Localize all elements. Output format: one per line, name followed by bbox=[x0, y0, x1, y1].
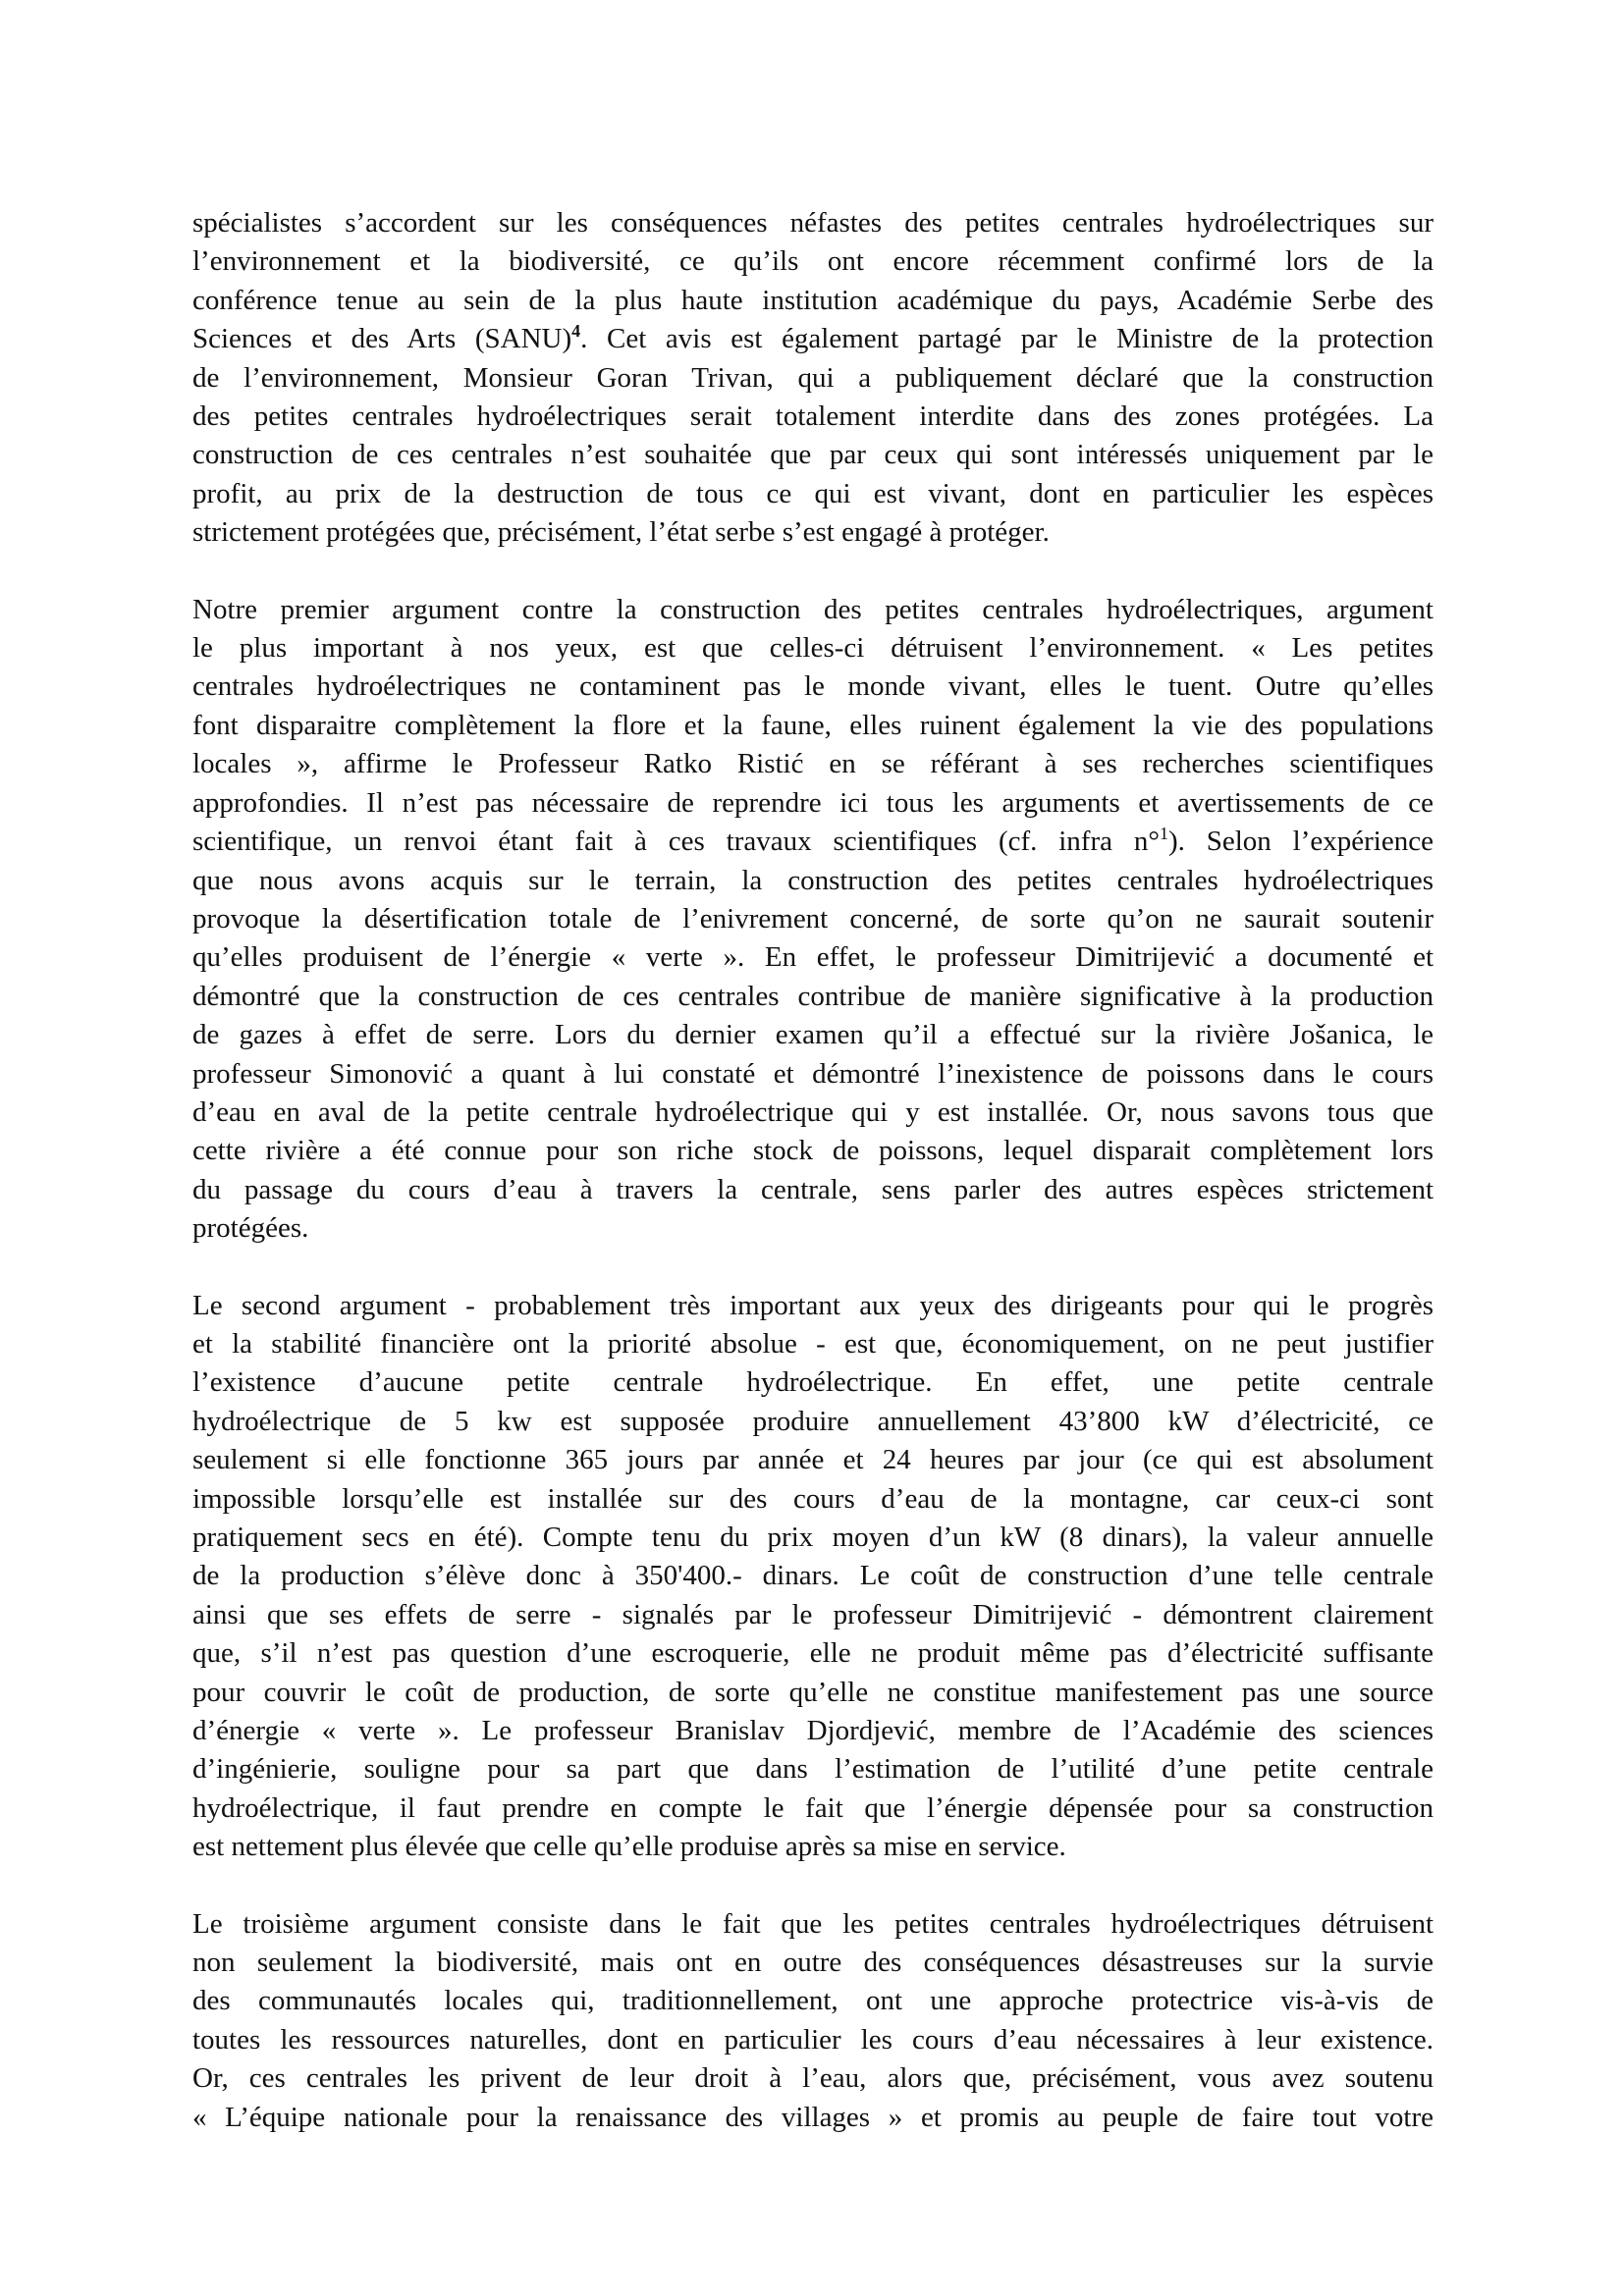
text-line: qu’elles produisent de l’énergie « verte ». En effet, le professeur Dimitrijević a documenté et bbox=[192, 941, 1434, 974]
text-line: cette rivière a été connue pour son riche stock de poissons, lequel disparait complètement lors bbox=[192, 1135, 1434, 1167]
text-line: des communautés locales qui, traditionnellement, ont une approche protectrice vis-à-vis de bbox=[192, 1985, 1434, 2017]
text-line: non seulement la biodiversité, mais ont en outre des conséquences désastreuses sur la survie bbox=[192, 1947, 1434, 1979]
text-segment: ). Selon l’expérience bbox=[1167, 826, 1434, 858]
text-line: approfondies. Il n’est pas nécessaire de reprendre ici tous les arguments et avertissements de ce bbox=[192, 786, 1434, 819]
text-line: pratiquement secs en été). Compte tenu du prix moyen d’un kW (8 dinars), la valeur annuelle bbox=[192, 1522, 1434, 1553]
text-segment: . Cet avis est également partagé par le Ministre de la protection bbox=[580, 323, 1434, 355]
paragraph-1 bbox=[192, 204, 1434, 553]
text-line: hydroélectrique de 5 kw est supposée produire annuellement 43’800 kW d’électricité, ce bbox=[192, 1405, 1434, 1437]
text-line: Notre premier argument contre la construction des petites centrales hydroélectriques, argument bbox=[192, 593, 1434, 625]
text-line: strictement protégées que, précisément, l’état serbe s’est engagé à protéger. bbox=[192, 516, 1050, 549]
text-line: hydroélectrique, il faut prendre en compte le fait que l’énergie dépensée pour sa construction bbox=[192, 1791, 1434, 1824]
text-line: « L’équipe nationale pour la renaissance des villages » et promis au peuple de faire tout votre bbox=[192, 2101, 1434, 2133]
text-line: Le second argument - probablement très important aux yeux des dirigeants pour qui le progrès bbox=[192, 1289, 1434, 1321]
text-line: pour couvrir le coût de production, de sorte qu’elle ne constitue manifestement pas une source bbox=[192, 1676, 1434, 1708]
text-line: de la production s’élève donc à 350'400.- dinars. Le coût de construction d’une telle centrale bbox=[192, 1560, 1434, 1592]
text-line: centrales hydroélectriques ne contaminent pas le monde vivant, elles le tuent. Outre qu’elles bbox=[192, 670, 1434, 703]
text-line bbox=[192, 320, 1434, 358]
text-line: de gazes à effet de serre. Lors du dernier examen qu’il a effectué sur la rivière Jošanica, le bbox=[192, 1019, 1434, 1051]
text-line: l’existence d’aucune petite centrale hydroélectrique. En effet, une petite centrale bbox=[192, 1366, 1434, 1399]
text-line: locales », affirme le Professeur Ratko Ristić en se référant à ses recherches scientifiques bbox=[192, 748, 1434, 780]
text-line: que nous avons acquis sur le terrain, la construction des petites centrales hydroélectriques bbox=[192, 864, 1434, 896]
text-line: professeur Simonović a quant à lui constaté et démontré l’inexistence de poissons dans le cours bbox=[192, 1057, 1434, 1090]
text-line: est nettement plus élevée que celle qu’elle produise après sa mise en service. bbox=[192, 1831, 1066, 1863]
text-line: démontré que la construction de ces centrales contribue de manière significative à la production bbox=[192, 980, 1434, 1012]
text-line: provoque la désertification totale de l’enivrement concerné, de sorte qu’on ne saurait soutenir bbox=[192, 902, 1434, 934]
text-line: font disparaitre complètement la flore et la faune, elles ruinent également la vie des populations bbox=[192, 709, 1434, 741]
text-line: des petites centrales hydroélectriques serait totalement interdite dans des zones protégées. La bbox=[192, 400, 1434, 433]
text-line: l’environnement et la biodiversité, ce qu’ils ont encore récemment confirmé lors de la bbox=[192, 245, 1434, 278]
text-line bbox=[192, 823, 1434, 861]
text-line: Or, ces centrales les privent de leur droit à l’eau, alors que, précisément, vous avez soutenu bbox=[192, 2062, 1434, 2095]
text-line: du passage du cours d’eau à travers la centrale, sens parler des autres espèces strictement bbox=[192, 1173, 1434, 1205]
text-line: d’ingénierie, souligne pour sa part que dans l’estimation de l’utilité d’une petite centrale bbox=[192, 1753, 1434, 1786]
text-line: de l’environnement, Monsieur Goran Trivan, qui a publiquement déclaré que la construction bbox=[192, 361, 1434, 394]
paragraph-3 bbox=[192, 1287, 1434, 1867]
text-line: d’eau en aval de la petite centrale hydroélectrique qui y est installée. Or, nous savons tous que bbox=[192, 1095, 1434, 1128]
footnote-reference: 1 bbox=[1159, 824, 1168, 844]
text-line: protégées. bbox=[192, 1212, 309, 1245]
text-line: ainsi que ses effets de serre - signalés par le professeur Dimitrijević - démontrent clairement bbox=[192, 1598, 1434, 1630]
text-line: spécialistes s’accordent sur les conséquences néfastes des petites centrales hydroélectriques sur bbox=[192, 207, 1434, 239]
text-line: d’énergie « verte ». Le professeur Branislav Djordjević, membre de l’Académie des sciences bbox=[192, 1715, 1434, 1747]
document-page bbox=[192, 204, 1434, 2137]
text-line: le plus important à nos yeux, est que celles-ci détruisent l’environnement. « Les petites bbox=[192, 632, 1434, 665]
paragraph-2 bbox=[192, 591, 1434, 1249]
text-segment: scientifique, un renvoi étant fait à ces travaux scientifiques (cf. infra n° bbox=[192, 826, 1160, 858]
text-line: construction de ces centrales n’est souhaitée que par ceux qui sont intéressés uniquement par le bbox=[192, 439, 1434, 471]
text-line: toutes les ressources naturelles, dont en particulier les cours d’eau nécessaires à leur existence. bbox=[192, 2023, 1434, 2056]
text-line: Le troisième argument consiste dans le fait que les petites centrales hydroélectriques détruisent bbox=[192, 1907, 1434, 1940]
text-line: profit, au prix de la destruction de tous ce qui est vivant, dont en particulier les espèces bbox=[192, 477, 1434, 509]
footnote-reference: 4 bbox=[571, 321, 581, 342]
paragraph-4 bbox=[192, 1905, 1434, 2137]
text-segment: Sciences et des Arts (SANU) bbox=[192, 323, 572, 355]
text-line: et la stabilité financière ont la priorité absolue - est que, économiquement, on ne peut justifier bbox=[192, 1327, 1434, 1360]
text-line: que, s’il n’est pas question d’une escroquerie, elle ne produit même pas d’électricité suffisante bbox=[192, 1637, 1434, 1670]
text-line: conférence tenue au sein de la plus haute institution académique du pays, Académie Serbe des bbox=[192, 284, 1434, 316]
text-line: seulement si elle fonctionne 365 jours par année et 24 heures par jour (ce qui est absolument bbox=[192, 1444, 1434, 1476]
text-line: impossible lorsqu’elle est installée sur des cours d’eau de la montagne, car ceux-ci sont bbox=[192, 1482, 1434, 1515]
